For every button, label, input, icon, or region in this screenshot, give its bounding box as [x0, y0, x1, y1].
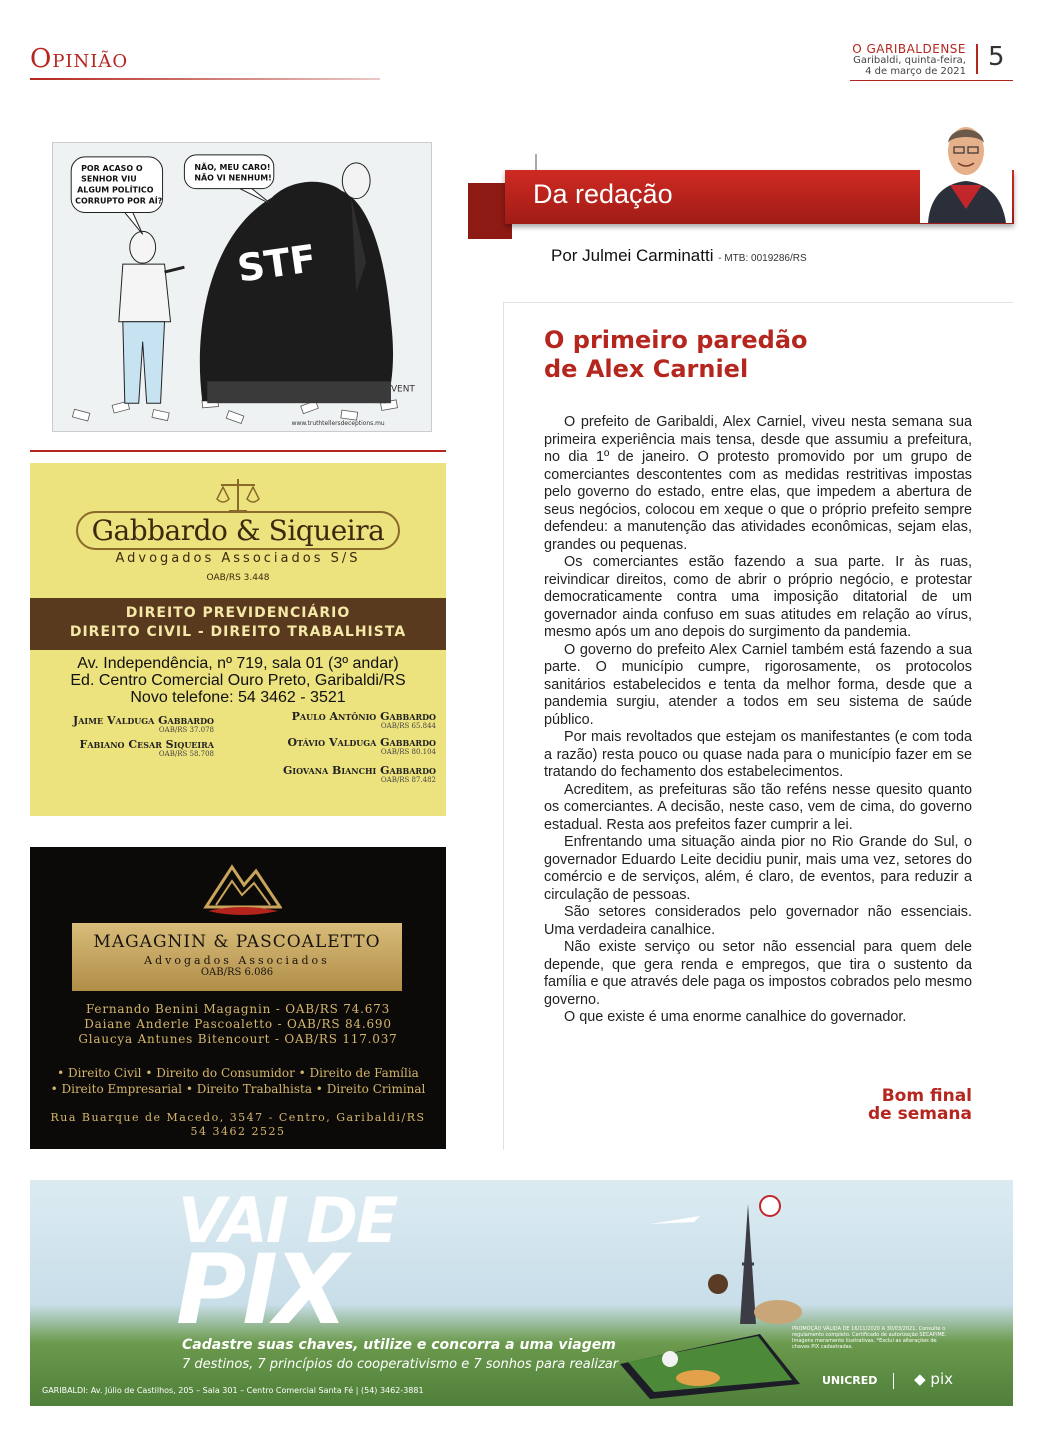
ad-vai-de-pix[interactable]: [30, 1180, 1013, 1406]
lawyer-oab: OAB/RS 65.844: [380, 722, 436, 730]
ad1-practice-areas: [30, 598, 446, 650]
headline-line2: de Alex Carniel: [544, 355, 749, 383]
lawyer-name: Jaime Valduga Gabbardo: [73, 714, 214, 727]
section-title: Opinião: [30, 44, 129, 74]
ad-gabbardo-siqueira[interactable]: [30, 463, 446, 816]
lawyer-name: Giovana Bianchi Gabbardo: [282, 764, 436, 777]
pix-title-line1: VAI DE: [178, 1184, 397, 1257]
ad2-lawyers: [30, 1002, 446, 1047]
left-column-rule: [30, 450, 446, 452]
article-paragraph: São setores considerados pelo governador não essenciais. Uma verdadeira canalhice.: [544, 904, 972, 938]
lawyer-name: Fabiano Cesar Siqueira: [79, 738, 214, 751]
ad2-practice-areas: [30, 1065, 446, 1097]
ad2-lawyer: Fernando Benini Magagnin - OAB/RS 74.673: [85, 1002, 391, 1016]
page-number: 5: [988, 42, 1005, 72]
lawyer-name: Otávio Valduga Gabbardo: [287, 736, 436, 749]
ad1-subtitle: Advogados Associados S/S: [115, 551, 361, 566]
bubble-right-line2: NÃO VI NENHUM!: [194, 173, 272, 183]
article-paragraph: O prefeito de Garibaldi, Alex Carniel, viveu nesta semana sua primeira experiência mais tensa, desde que assumiu a prefeitura, no dia 1º de janeiro. O protesto promovido por um grupo de comerciantes descontentes com as medidas restritivas impostas pelo governo do estado, entre elas, que impedem a abertura de seus negócios, colocou em xeque o que o próprio prefeito sempre defendeu: a manutenção das atividades econômicas, sejam elas, grandes ou pequenas.: [544, 414, 972, 553]
editorial-cartoon: [52, 142, 432, 432]
ad1-addr-line1: Av. Independência, nº 719, sala 01 (3º andar): [77, 655, 399, 672]
paper-date-line1: Garibaldi, quinta-feira,: [853, 55, 966, 66]
ad2-lawyer: Glaucya Antunes Bitencourt - OAB/RS 117.037: [78, 1032, 398, 1046]
pix-logo: ◆ pix: [914, 1370, 953, 1388]
pix-logo-text: pix: [930, 1370, 953, 1388]
author-portrait-icon: [920, 113, 1012, 223]
byline: [551, 246, 807, 266]
lawyer-oab: OAB/RS 80.104: [380, 748, 436, 756]
ad1-firm-name: [30, 511, 446, 550]
header-rule: [30, 78, 380, 80]
page-separator: [976, 44, 978, 74]
pix-address: GARIBALDI: Av. Júlio de Castilhos, 205 – Sala 301 – Centro Comercial Santa Fé | (54) 3462-3881: [42, 1386, 424, 1395]
pix-fine-print: PROMOÇÃO VÁLIDA DE 16/11/2020 A 30/03/2021. Consulte o regulamento completo. Certificado de autorização SECAP/ME. Imagens meramente ilustrativas. *Exclui as alterações de chaves PIX cadastradas.: [792, 1326, 947, 1350]
logo-separator: [893, 1373, 894, 1389]
byline-mtb: - MTB: 0019286/RS: [718, 253, 807, 264]
bubble-left-line2: SENHOR VIU: [81, 174, 137, 184]
pix-tagline1: Cadastre suas chaves, utilize e concorra a uma viagem: [182, 1337, 616, 1353]
bubble-right-line1: NÃO, MEU CARO!: [194, 162, 271, 172]
lawyer-name: Paulo Antônio Gabbardo: [291, 710, 436, 723]
ad2-subtitle: Advogados Associados: [144, 954, 330, 967]
ad1-area1: DIREITO PREVIDENCIÁRIO: [125, 605, 351, 621]
ad2-areas-line1: • Direito Civil • Direito do Consumidor • Direito de Família: [57, 1066, 419, 1080]
bubble-left-line3: ALGUM POLÍTICO: [77, 185, 154, 195]
ad1-top: [30, 463, 446, 598]
ad2-areas-line2: • Direito Empresarial • Direito Trabalhista • Direito Criminal: [50, 1082, 426, 1096]
ad2-oab: OAB/RS 6.086: [200, 967, 274, 978]
paper-date-line2: 4 de março de 2021: [865, 66, 966, 77]
article-paragraph: O que existe é uma enorme canalhice do governador.: [564, 1009, 907, 1025]
lawyer-entry: [73, 714, 214, 734]
ad2-banner: [72, 923, 402, 991]
svg-text:STF: STF: [234, 236, 319, 291]
lawyer-entry: [287, 736, 436, 756]
pix-logos: [818, 1370, 953, 1389]
article-signoff: [868, 1087, 972, 1123]
signoff-line2: de semana: [867, 1104, 972, 1124]
article-paragraph: O governo do prefeito Alex Carniel também está fazendo a sua parte. O município cumpre, rigorosamente, os protocolos sanitários estabelecidos e tenta da melhor forma, desde que a pandemia surgiu, atender a todos em seu sistema de saúde público.: [544, 641, 972, 728]
article-body: [544, 414, 972, 1027]
lawyer-oab: OAB/RS 37.078: [158, 726, 214, 734]
ad2-contact: [30, 1111, 446, 1139]
author-photo: [920, 113, 1012, 223]
byline-author: Por Julmei Carminatti: [551, 246, 714, 265]
cartoon-illustration: [53, 143, 431, 431]
ad1-phone: Novo telefone: 54 3462 - 3521: [130, 689, 346, 706]
pix-title-line2: PIX: [176, 1234, 345, 1346]
ad1-address: [30, 650, 446, 706]
ad1-oab: OAB/RS 3.448: [206, 573, 270, 583]
article-paragraph: Os comerciantes estão fazendo a sua parte. Ir às ruas, reivindicar direitos, como de abrir o próprio negócio, e protestar democraticamente contra uma imposição ditatorial de um governador ainda confuso em suas atitudes em relação ao vírus, mesmo após um ano depois do surgimento da pandemia.: [544, 554, 972, 640]
lawyer-entry: [283, 764, 436, 784]
unicred-logo: UNICRED: [822, 1374, 878, 1387]
ad1-firm-label: Gabbardo & Siqueira: [76, 511, 401, 550]
headline-line1: O primeiro paredão: [544, 326, 808, 354]
article-headline: [544, 326, 808, 384]
scales-icon: [215, 475, 261, 515]
ad1-area2: DIREITO CIVIL - DIREITO TRABALHISTA: [69, 624, 407, 640]
ad1-addr-line2: Ed. Centro Comercial Ouro Preto, Garibaldi/RS: [70, 672, 406, 689]
lawyer-oab: OAB/RS 58.708: [158, 750, 214, 758]
phone-travel-illustration-icon: [610, 1184, 810, 1404]
signoff-line1: Bom final: [881, 1086, 972, 1106]
column-title: Da redação: [533, 179, 673, 209]
ad1-lawyers: [30, 706, 446, 816]
article-paragraph: Não existe serviço ou setor não essencial para quem dele depende, que gera renda e empregos, que tira o sustento da família e que através dele paga os impostos cobrados pelo mesmo governo.: [544, 939, 972, 1008]
header-rule-right: [850, 80, 1013, 81]
bubble-left-line4: CORRUPTO POR AÍ?: [75, 196, 163, 206]
ad2-firm-name: MAGAGNIN & PASCOALETTO: [93, 932, 381, 952]
article-paragraph: Acreditem, as prefeituras são tão reféns nesse quesito quanto os comerciantes. A decisão, neste caso, vem de cima, do governo estadual. Resta aos prefeitos fazer cumprir a lei.: [544, 781, 972, 833]
paper-name: O GARIBALDENSE: [852, 42, 966, 56]
ad2-address: Rua Buarque de Macedo, 3547 - Centro, Garibaldi/RS: [50, 1111, 426, 1124]
mountains-logo-icon: [202, 857, 282, 919]
paper-info: [852, 44, 966, 77]
lawyer-entry: [80, 738, 214, 758]
ad2-phone: 54 3462 2525: [190, 1125, 286, 1138]
article-paragraph: Enfrentando uma situação ainda pior no Rio Grande do Sul, o governador Eduardo Leite decidiu punir, mais uma vez, setores do comércio e de serviços, além, é claro, de eventos, para reduzir a circulação de pessoas.: [544, 834, 972, 903]
lawyer-entry: [292, 710, 436, 730]
lawyer-oab: OAB/RS 87.482: [380, 776, 436, 784]
cartoon-credit: www.truthtellersdeceptions.mu: [291, 420, 385, 428]
ad-magagnin-pascoaletto[interactable]: [30, 847, 446, 1149]
ad2-lawyer: Daiane Anderle Pascoaletto - OAB/RS 84.690: [84, 1017, 392, 1031]
cartoon-signature: VENT: [390, 384, 415, 395]
article-paragraph: Por mais revoltados que estejam os manifestantes (e com toda a razão) resta pouco ou quase nada para o município fazer em se tratando do fechamento dos estabelecimentos.: [544, 729, 972, 780]
bubble-left-line1: POR ACASO O: [81, 163, 143, 173]
pix-tagline2: 7 destinos, 7 princípios do cooperativismo e 7 sonhos para realizar: [182, 1357, 619, 1372]
